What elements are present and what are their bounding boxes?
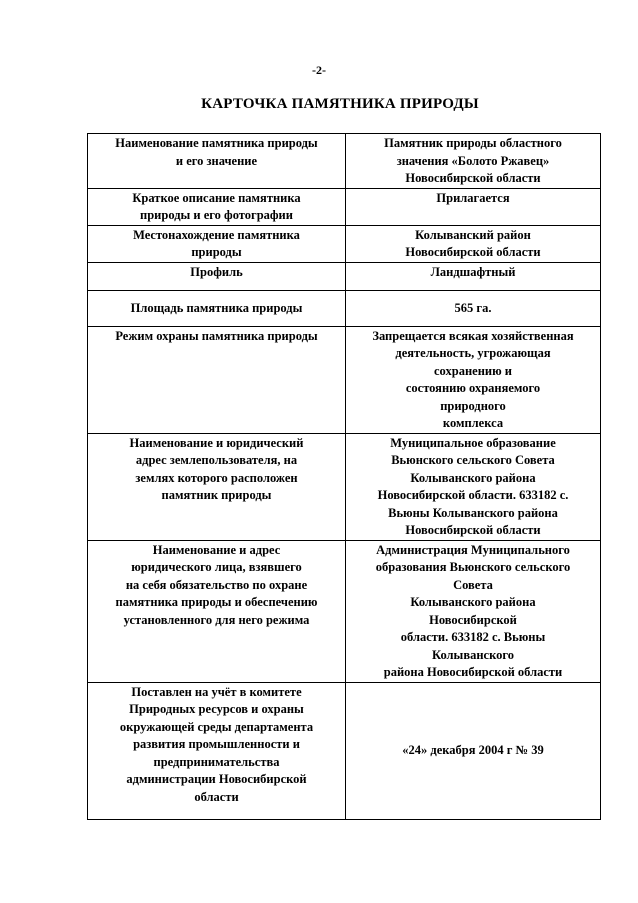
row-value: Администрация Муниципального образования Вьюнского сельского Совета Колыванского района Новосибирской области. 633182 с. Вьюны Колыванского района Новосибирской области: [346, 540, 601, 682]
row-label: Краткое описание памятника природы и его фотографии: [88, 188, 346, 225]
table-row-protection-regime: [88, 326, 601, 433]
table-row-name: [88, 134, 601, 189]
row-label: Наименование и юридический адрес землепользователя, на землях которого расположен памятник природы: [88, 433, 346, 540]
table-row-location: [88, 225, 601, 262]
row-value: Муниципальное образование Вьюнского сельского Совета Колыванского района Новосибирской области. 633182 с. Вьюны Колыванского района Новосибирской области: [346, 433, 601, 540]
row-value: «24» декабря 2004 г № 39: [346, 682, 601, 819]
row-label: Наименование памятника природы и его значение: [88, 134, 346, 189]
row-label: Поставлен на учёт в комитете Природных ресурсов и охраны окружающей среды департамента развития промышленности и предпринимательства администрации Новосибирской области: [88, 682, 346, 819]
table-row-registration: [88, 682, 601, 819]
row-value: Ландшафтный: [346, 262, 601, 290]
row-label: Профиль: [88, 262, 346, 290]
document-title: КАРТОЧКА ПАМЯТНИКА ПРИРОДЫ: [201, 96, 479, 112]
table-row-area: [88, 290, 601, 326]
row-label: Наименование и адрес юридического лица, взявшего на себя обязательство по охране памятника природы и обеспечению установленного для него режима: [88, 540, 346, 682]
table-row-profile: [88, 262, 601, 290]
row-value: 565 га.: [346, 290, 601, 326]
table-row-land-user: [88, 433, 601, 540]
row-value: Запрещается всякая хозяйственная деятельность, угрожающая сохранению и состоянию охраняемого природного комплекса: [346, 326, 601, 433]
row-label: Площадь памятника природы: [88, 290, 346, 326]
row-label: Режим охраны памятника природы: [88, 326, 346, 433]
table-row-responsible-entity: [88, 540, 601, 682]
row-value: Прилагается: [346, 188, 601, 225]
page-number: -2-: [312, 63, 326, 77]
row-label: Местонахождение памятника природы: [88, 225, 346, 262]
row-value: Памятник природы областного значения «Болото Ржавец» Новосибирской области: [346, 134, 601, 189]
row-value: Колыванский район Новосибирской области: [346, 225, 601, 262]
nature-monument-card-table: [87, 133, 601, 820]
table-row-description: [88, 188, 601, 225]
